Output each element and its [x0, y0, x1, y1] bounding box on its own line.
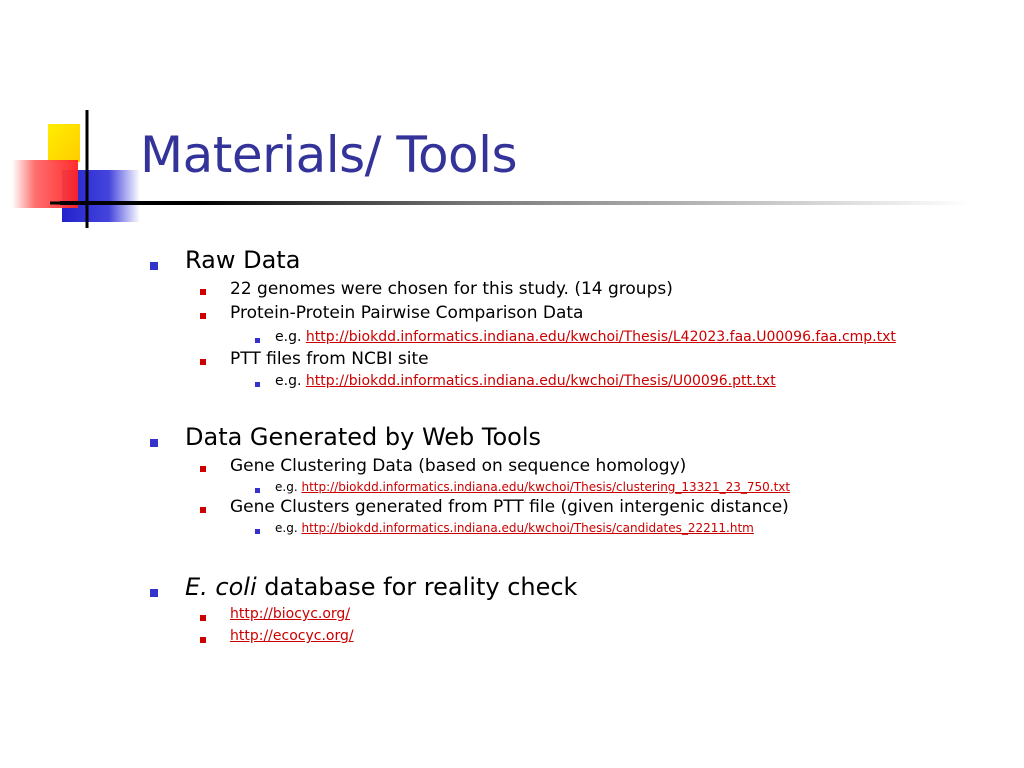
example-link[interactable]: http://biokdd.informatics.indiana.edu/kwchoi/Thesis/candidates_22211.htm	[301, 521, 754, 535]
bullet-level2	[200, 466, 206, 472]
example-prefix: e.g.	[275, 373, 302, 389]
example-link[interactable]: http://biokdd.informatics.indiana.edu/kwchoi/Thesis/clustering_13321_23_750.txt	[301, 480, 791, 494]
bullet-level2	[200, 615, 206, 621]
example-line	[275, 521, 754, 535]
section-heading-web-tools: Data Generated by Web Tools	[185, 423, 542, 451]
example-line	[275, 373, 776, 389]
list-item	[230, 628, 354, 644]
bullet-level1	[150, 589, 158, 597]
section-heading-ecoli	[185, 573, 577, 601]
example-prefix: e.g.	[275, 329, 302, 345]
bullet-level2	[200, 313, 206, 319]
list-item: 22 genomes were chosen for this study. (14 groups)	[230, 279, 673, 299]
bullet-level3	[255, 529, 260, 534]
bullet-level2	[200, 507, 206, 513]
example-line	[275, 329, 896, 345]
section-heading-raw-data: Raw Data	[185, 246, 301, 274]
example-prefix: e.g.	[275, 480, 298, 494]
bullet-level3	[255, 488, 260, 493]
list-item: Gene Clusters generated from PTT file (given intergenic distance)	[230, 497, 789, 517]
bullet-level1	[150, 439, 158, 447]
list-item: Gene Clustering Data (based on sequence homology)	[230, 456, 687, 476]
list-item: PTT files from NCBI site	[230, 349, 429, 369]
biocyc-link[interactable]: http://biocyc.org/	[230, 606, 351, 622]
list-item	[230, 606, 350, 622]
example-link[interactable]: http://biokdd.informatics.indiana.edu/kwchoi/Thesis/U00096.ptt.txt	[305, 373, 776, 389]
ecocyc-link[interactable]: http://ecocyc.org/	[230, 628, 354, 644]
example-line	[275, 480, 790, 494]
bullet-level3	[255, 382, 260, 387]
bullet-level2	[200, 359, 206, 365]
bullet-level2	[200, 289, 206, 295]
heading-rest: database for reality check	[256, 573, 578, 601]
bullet-level2	[200, 637, 206, 643]
example-prefix: e.g.	[275, 521, 298, 535]
heading-italic: E. coli	[185, 573, 257, 601]
bullet-level1	[150, 262, 158, 270]
list-item: Protein-Protein Pairwise Comparison Data	[230, 303, 584, 323]
example-link[interactable]: http://biokdd.informatics.indiana.edu/kwchoi/Thesis/L42023.faa.U00096.faa.cmp.txt	[305, 329, 896, 345]
bullet-level3	[255, 338, 260, 343]
slide-title: Materials/ Tools	[140, 126, 518, 184]
